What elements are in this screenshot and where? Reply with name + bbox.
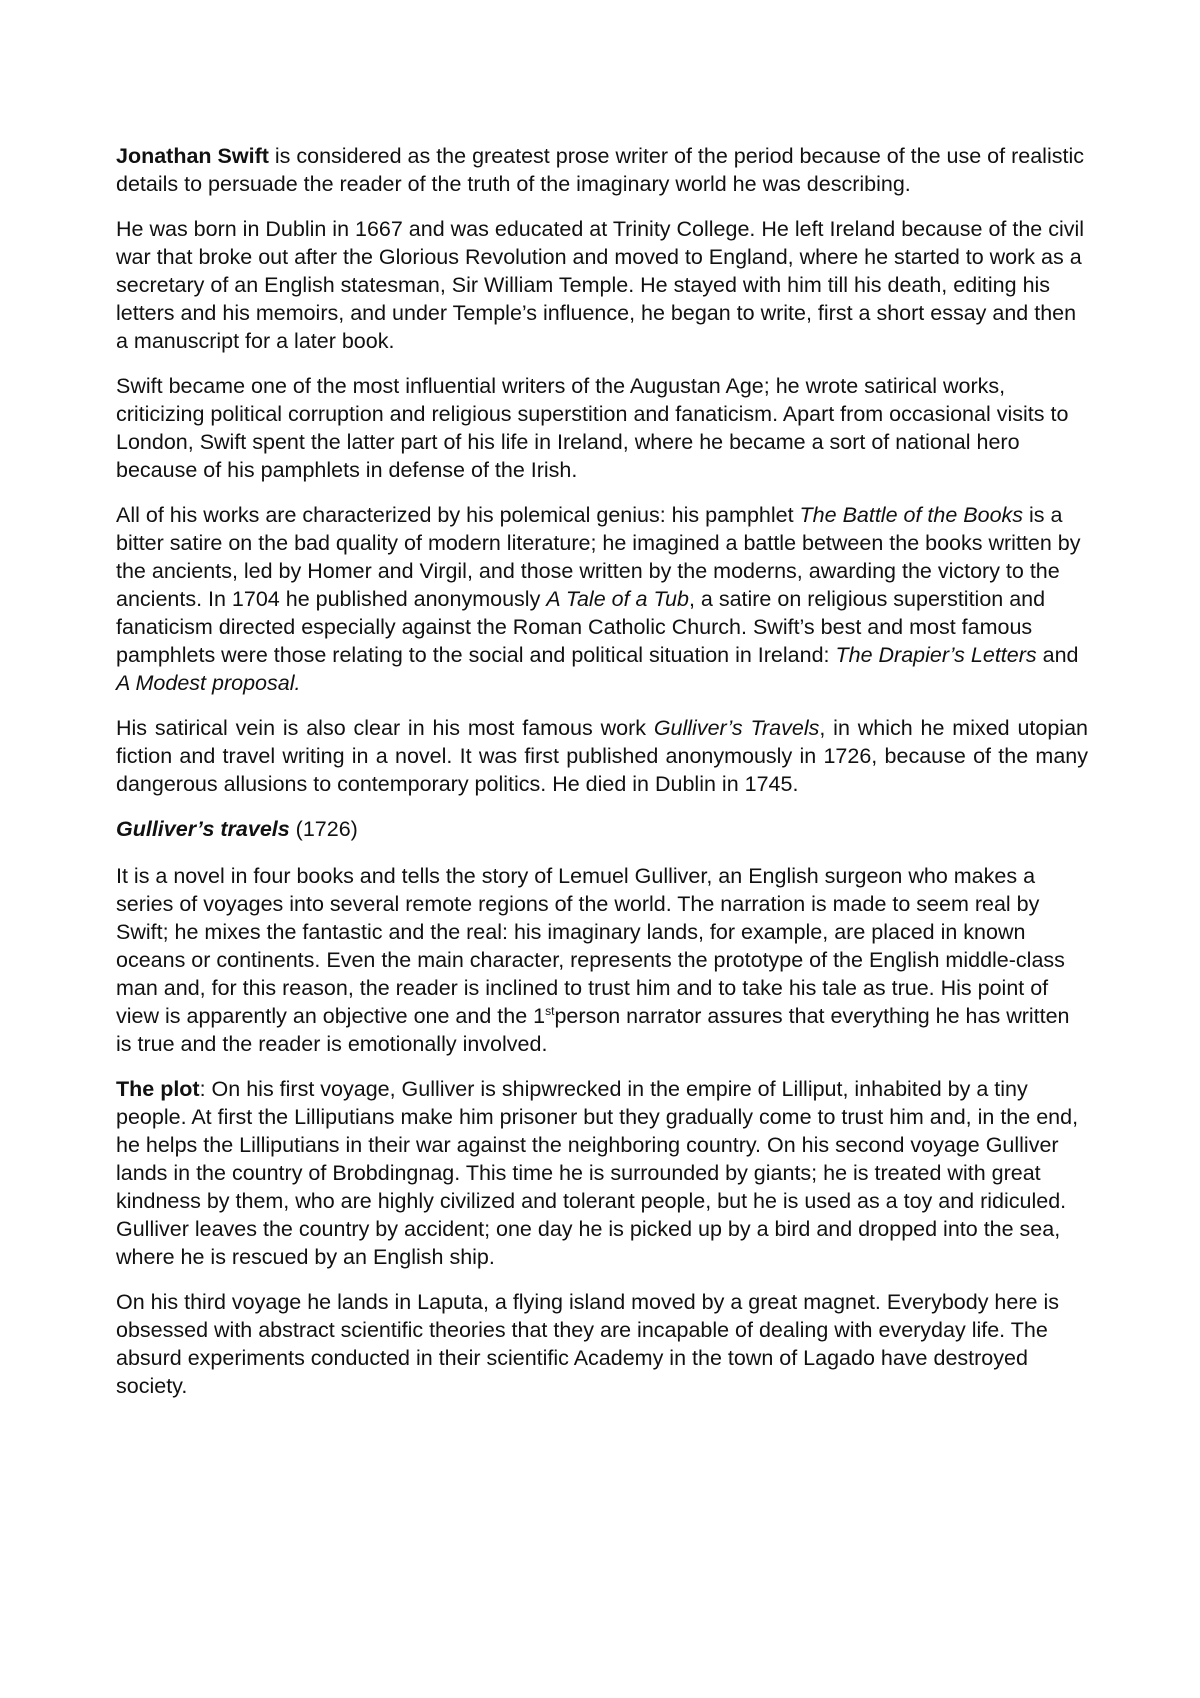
paragraph-text: person narrator assures that everything he has written is true and the reader is emotionally involved. [116, 1004, 1070, 1056]
title-drapiers-letters: The Drapier’s Letters [835, 643, 1037, 667]
paragraph-plot [116, 1075, 1088, 1271]
paragraph-text: He was born in Dublin in 1667 and was educated at Trinity College. He left Ireland because of the civil war that broke out after the Glorious Revolution and moved to England, where he started to work as a secretary of an English statesman, Sir William Temple. He stayed with him till his death, editing his letters and his memoirs, and under Temple’s influence, he began to write, first a short essay and then a manuscript for a later book. [116, 217, 1085, 353]
section-heading [116, 815, 1088, 843]
bold-lead-the-plot: The plot [116, 1077, 200, 1101]
paragraph-novel-description [116, 862, 1088, 1058]
paragraph-text: : On his first voyage, Gulliver is shipwrecked in the empire of Lilliput, inhabited by a tiny people. At first the Lilliputians make him prisoner but they gradually come to trust him and, in the end, he helps the Lilliputians in their war against the neighboring country. On his second voyage Gulliver lands in the country of Brobdingnag. This time he is surrounded by giants; he is treated with great kindness by them, who are highly civilized and tolerant people, but he is used as a toy and ridiculed. Gulliver leaves the country by accident; one day he is picked up by a bird and dropped into the sea, where he is rescued by an English ship. [116, 1077, 1079, 1269]
paragraph-third-voyage [116, 1288, 1088, 1400]
paragraph-gullivers-travels-summary [116, 714, 1088, 798]
paragraph-text: On his third voyage he lands in Laputa, a flying island moved by a great magnet. Everybody here is obsessed with abstract scientific theories that they are incapable of dealing with everyday life. The absurd experiments conducted in their scientific Academy in the town of Lagado have destroyed society. [116, 1290, 1059, 1398]
section-heading-title: Gulliver’s travels [116, 817, 290, 841]
paragraph-text: Swift became one of the most influential writers of the Augustan Age; he wrote satirical works, criticizing political corruption and religious superstition and fanaticism. Apart from occasional visits to London, Swift spent the latter part of his life in Ireland, where he became a sort of national hero because of his pamphlets in defense of the Irish. [116, 374, 1069, 482]
title-modest-proposal: A Modest proposal. [116, 671, 301, 695]
paragraph-augustan-age [116, 372, 1088, 484]
paragraph-text: All of his works are characterized by his polemical genius: his pamphlet [116, 503, 800, 527]
paragraph-text: and [1036, 643, 1079, 667]
paragraph-text: is a bitter satire on the bad quality of modern literature; he imagined a battle between the books written by the ancients, led by Homer and Virgil, and those written by the moderns, awarding the victory to the ancients. In 1704 he published anonymously [116, 503, 1081, 611]
paragraph-text: , in which he mixed utopian fiction and travel writing in a novel. It was first published anonymously in 1726, because of the many dangerous allusions to contemporary politics. He died in Dublin in 1745. [116, 716, 1088, 796]
bold-lead-jonathan-swift: Jonathan Swift [116, 144, 269, 168]
paragraph-works [116, 501, 1088, 697]
paragraph-text: is considered as the greatest prose writer of the period because of the use of realistic details to persuade the reader of the truth of the imaginary world he was describing. [116, 144, 1084, 196]
title-gullivers-travels: Gulliver’s Travels [653, 716, 820, 740]
section-heading-year: (1726) [289, 817, 358, 841]
document-page [116, 142, 1088, 1417]
title-battle-of-the-books: The Battle of the Books [799, 503, 1024, 527]
title-tale-of-a-tub: A Tale of a Tub [546, 587, 689, 611]
superscript-st: st [545, 1003, 555, 1018]
paragraph-text: His satirical vein is also clear in his most famous work [116, 716, 654, 740]
paragraph-text: It is a novel in four books and tells the story of Lemuel Gulliver, an English surgeon who makes a series of voyages into several remote regions of the world. The narration is made to seem real by Swift; he mixes the fantastic and the real: his imaginary lands, for example, are placed in known oceans or continents. Even the main character, represents the prototype of the English middle-class man and, for this reason, the reader is inclined to trust him and to take his tale as true. His point of view is apparently an objective one and the 1 [116, 864, 1065, 1028]
paragraph-text: , a satire on religious superstition and fanaticism directed especially against the Roman Catholic Church. Swift’s best and most famous pamphlets were those relating to the social and political situation in Ireland: [116, 587, 1046, 667]
paragraph-swift-intro [116, 142, 1088, 198]
paragraph-biography [116, 215, 1088, 355]
